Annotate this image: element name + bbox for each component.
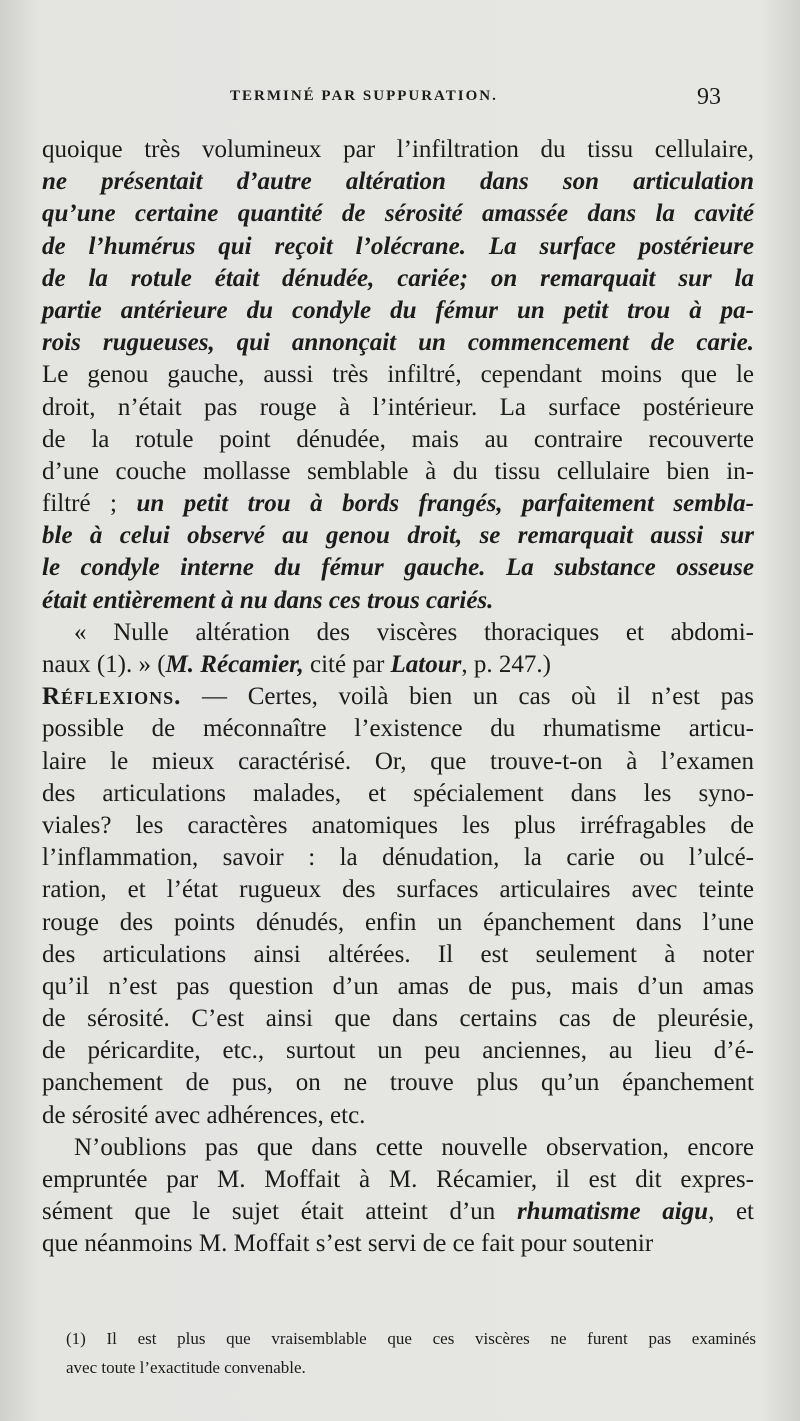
paragraph (42, 134, 754, 617)
text-line (42, 1100, 754, 1132)
italic-run: Latour (390, 651, 462, 678)
text-line (42, 713, 754, 745)
text-line (42, 1003, 754, 1035)
small-caps-run: Réflexions. (42, 683, 182, 711)
text-run: rouge des points dénudés, enfin un épanchement dans l’une (42, 908, 754, 936)
footnote (66, 1324, 756, 1382)
text-run: ration, et l’état rugueux des surfaces articulaires avec teinte (42, 876, 754, 904)
text-line (42, 424, 754, 456)
text-run: de péricardite, etc., surtout un peu anciennes, au lieu d’é- (42, 1037, 754, 1065)
text-line (42, 1067, 754, 1099)
text-run: naux (1). » ( (42, 651, 166, 678)
text-run: de la rotule point dénudée, mais au contraire recouverte (42, 425, 754, 453)
text-run: l’inflammation, savoir : la dénudation, la carie ou l’ulcé- (42, 844, 754, 872)
italic-run: un petit trou à bords frangés, parfaitement sembla- (136, 490, 755, 518)
text-line (42, 649, 754, 681)
text-run: N’oublions pas que dans cette nouvelle observation, encore (74, 1133, 754, 1161)
text-line (42, 907, 754, 939)
text-line (42, 810, 754, 842)
running-head: TERMINÉ PAR SUPPURATION. (230, 88, 498, 104)
paragraph (42, 1132, 754, 1261)
page-number: 93 (697, 84, 721, 110)
text-line (42, 1228, 754, 1260)
text-run: qu’il n’est pas question d’un amas de pus, mais d’un amas (42, 972, 754, 1000)
text-line (42, 359, 754, 391)
text-run: Le genou gauche, aussi très infiltré, cependant moins que le (42, 361, 754, 389)
text-line (42, 778, 754, 810)
text-line (42, 456, 754, 488)
footnote-line: avec toute l’exactitude convenable. (66, 1358, 306, 1377)
text-run: sément que le sujet était atteint d’un (42, 1198, 517, 1226)
text-line (42, 520, 754, 552)
italic-run: était entièrement à nu dans ces trous cariés. (42, 586, 494, 614)
text-run: des articulations malades, et spécialement dans les syno- (42, 779, 754, 807)
text-line (42, 231, 754, 263)
text-run: de sérosité avec adhérences, etc. (42, 1101, 366, 1129)
text-run: empruntée par M. Moffait à M. Récamier, il est dit expres- (42, 1166, 754, 1193)
text-run: , p. 247.) (461, 651, 551, 678)
text-line (42, 327, 754, 359)
text-line (42, 392, 754, 424)
text-run: que néanmoins M. Moffait s’est servi de ce fait pour soutenir (42, 1230, 654, 1258)
italic-run: de la rotule était dénudée, cariée; on remarquait sur la (42, 264, 754, 292)
text-line (42, 1035, 754, 1067)
italic-run: le condyle interne du fémur gauche. La substance osseuse (42, 554, 754, 582)
text-line (42, 295, 754, 327)
italic-run: ble à celui observé au genou droit, se remarquait aussi sur (42, 522, 754, 550)
text-line (42, 1196, 754, 1228)
text-run: laire le mieux caractérisé. Or, que trouve-t-on à l’examen (42, 747, 754, 775)
paragraph (42, 617, 754, 681)
text-run: viales? les caractères anatomiques les plus irréfragables de (42, 811, 754, 839)
body-text (42, 134, 754, 1261)
text-run: — Certes, voilà bien un cas où il n’est pas (181, 683, 754, 711)
text-line (42, 488, 754, 520)
text-run: panchement de pus, on ne trouve plus qu’un épanchement (42, 1069, 754, 1097)
italic-run: rhumatisme aigu (516, 1198, 709, 1226)
text-line (42, 166, 754, 198)
italic-run: M. Récamier, (165, 651, 304, 678)
italic-run: qu’une certaine quantité de sérosité amassée dans la cavité (42, 200, 754, 228)
footnote-line: (1) Il est plus que vraisemblable que ces viscères ne furent pas examinés (66, 1329, 756, 1348)
text-run: quoique très volumineux par l’infiltration du tissu cellulaire, (42, 136, 754, 163)
text-run: filtré ; (42, 490, 137, 518)
text-run: de sérosité. C’est ainsi que dans certains cas de pleurésie, (42, 1005, 754, 1033)
text-line (42, 971, 754, 1003)
italic-run: ne présentait d’autre altération dans son articulation (42, 168, 754, 196)
text-run: cité par (303, 651, 391, 678)
text-line (42, 1132, 754, 1164)
text-run: possible de méconnaître l’existence du rhumatisme articu- (42, 715, 754, 743)
text-line (42, 874, 754, 906)
italic-run: rois rugueuses, qui annonçait un commencement de carie. (42, 329, 754, 357)
text-line (42, 617, 754, 649)
text-line (42, 134, 754, 166)
text-run: « Nulle altération des viscères thoraciques et abdomi- (74, 618, 754, 646)
text-line (42, 263, 754, 295)
italic-run: de l’humérus qui reçoit l’olécrane. La surface postérieure (42, 232, 754, 260)
text-run: droit, n’était pas rouge à l’intérieur. La surface postérieure (42, 393, 754, 421)
text-line (42, 585, 754, 617)
italic-run: partie antérieure du condyle du fémur un petit trou à pa- (42, 296, 754, 324)
text-line (42, 681, 754, 713)
text-run: des articulations ainsi altérées. Il est seulement à noter (42, 940, 754, 968)
text-line (42, 842, 754, 874)
text-run: d’une couche mollasse semblable à du tissu cellulaire bien in- (42, 457, 754, 485)
text-line (42, 198, 754, 230)
page-header (0, 84, 800, 114)
paragraph (42, 681, 754, 1132)
text-line (42, 939, 754, 971)
text-line (42, 552, 754, 584)
text-line (42, 1164, 754, 1196)
text-run: , et (708, 1198, 755, 1226)
text-line (42, 746, 754, 778)
